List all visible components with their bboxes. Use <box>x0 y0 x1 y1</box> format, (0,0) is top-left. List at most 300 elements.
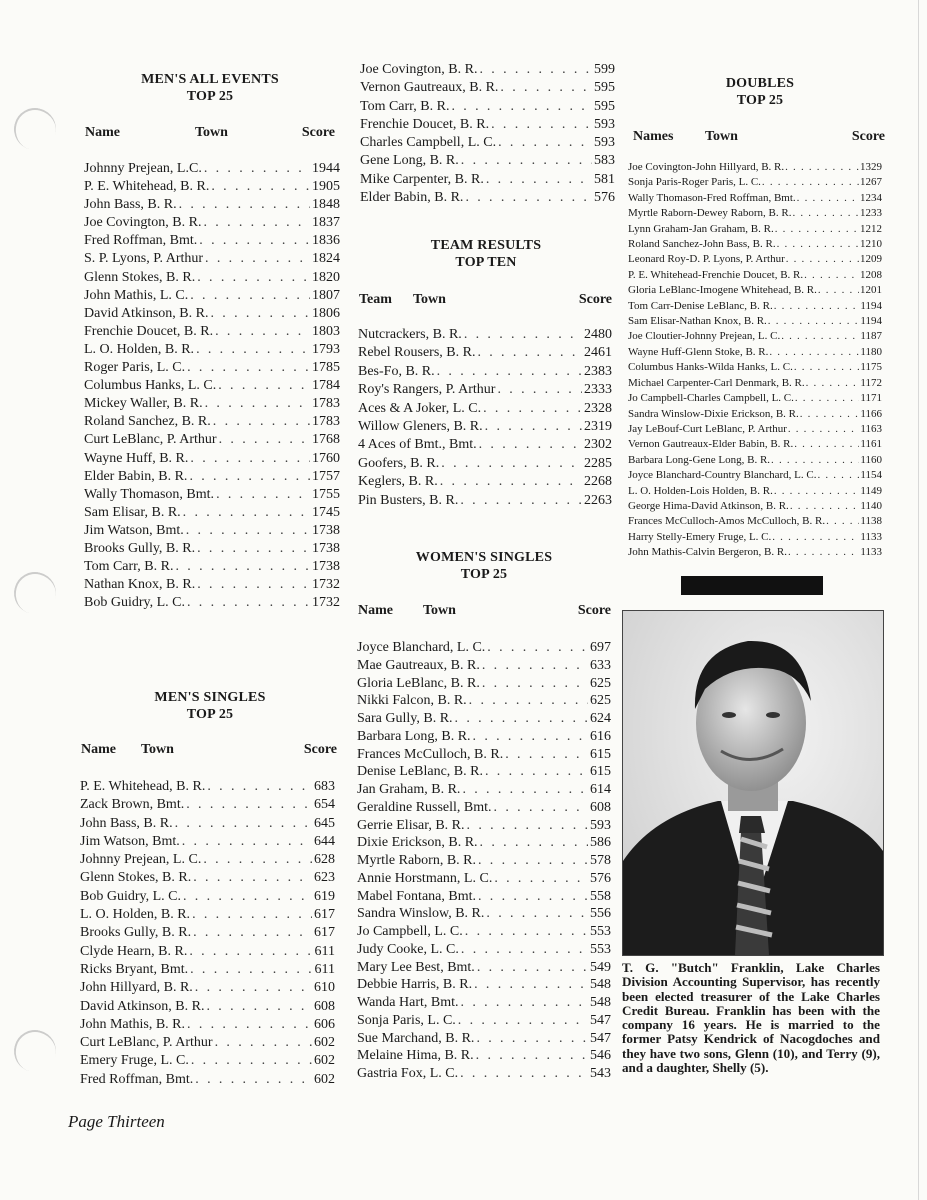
table-row <box>358 455 612 473</box>
leader-dots <box>175 558 310 576</box>
leader-dots <box>179 196 310 214</box>
leader-dots <box>203 214 310 232</box>
leader-dots <box>818 283 859 298</box>
entry-score: 1138 <box>860 515 882 528</box>
page-edge <box>918 0 919 1200</box>
entry-score: 1760 <box>312 450 340 466</box>
entry-score: 1732 <box>312 595 340 611</box>
entry-score: 1187 <box>860 330 882 343</box>
entry-name: Sam Elisar-Nathan Knox, B. R. <box>628 315 767 328</box>
table-row <box>80 998 335 1016</box>
leader-dots <box>219 431 310 449</box>
table-row <box>628 314 882 329</box>
table-row <box>84 468 340 486</box>
entry-score: 1806 <box>312 305 340 321</box>
photo-caption: T. G. "Butch" Franklin, Lake Charles Division Accounting Supervisor, has recently been elected treasurer of the Lake Charles Credit Bureau. Franklin has been with the company 16 years. He is married to the former Patsy Kendrick of Nacogdoches and they have two sons, Glenn (10), and Terry (9), and a daughter, Shelly (5). <box>622 960 880 1076</box>
leader-dots <box>497 381 582 399</box>
entry-score: 2263 <box>584 492 612 508</box>
leader-dots <box>505 746 588 764</box>
leader-dots <box>486 905 588 923</box>
entry-score: 654 <box>314 797 335 813</box>
entry-name: Gerrie Elisar, B. R. <box>357 817 465 833</box>
table-row <box>357 692 611 710</box>
entry-name: Frances McCulloch-Amos McCulloch, B. R. <box>628 515 826 528</box>
entry-name: Sam Elisar, B. R. <box>84 504 181 520</box>
leader-dots <box>189 943 312 961</box>
table-row <box>84 160 340 178</box>
entry-name: Elder Babin, B. R. <box>360 190 464 206</box>
leader-dots <box>215 323 310 341</box>
table-row <box>628 514 882 529</box>
entry-score: 624 <box>590 711 611 726</box>
leader-dots <box>476 1047 588 1065</box>
table-row <box>84 377 340 395</box>
entry-score: 553 <box>590 941 611 957</box>
entry-score: 1161 <box>860 438 882 451</box>
entry-score: 548 <box>590 977 611 993</box>
entry-name: Nutcrackers, B. R. <box>358 327 462 342</box>
leader-dots <box>437 363 582 381</box>
entry-score: 2268 <box>584 474 612 490</box>
leader-dots <box>786 252 859 267</box>
entry-score: 578 <box>590 853 611 868</box>
entry-score: 1783 <box>312 396 340 412</box>
table-row <box>357 852 611 870</box>
leader-dots <box>216 486 310 504</box>
leader-dots <box>804 268 859 283</box>
entry-score: 614 <box>590 782 611 797</box>
table-row <box>628 160 882 175</box>
entry-name: Sue Marchand, B. R. <box>357 1030 475 1046</box>
entry-name: Joyce Blanchard-Country Blanchard, L. C. <box>628 469 817 482</box>
entry-score: 645 <box>314 815 335 831</box>
leader-dots <box>462 781 588 799</box>
entry-name: Vernon Gautreaux, B. R. <box>360 80 499 96</box>
entry-name: Fred Roffman, Bmt. <box>84 233 198 249</box>
leader-dots <box>206 998 312 1016</box>
section-title: TEAM RESULTS <box>430 238 542 253</box>
womens-singles-list <box>357 639 611 1083</box>
entry-score: 1848 <box>312 197 340 213</box>
leader-dots <box>768 314 860 329</box>
entry-score: 543 <box>590 1066 611 1081</box>
entry-name: L. O. Holden, B. R. <box>84 341 195 357</box>
entry-score: 623 <box>314 870 335 886</box>
leader-dots <box>800 407 860 422</box>
entry-name: Wayne Huff, B. R. <box>84 450 189 466</box>
entry-score: 1944 <box>312 161 340 176</box>
leader-dots <box>491 116 592 134</box>
leader-dots <box>197 576 310 594</box>
entry-score: 1194 <box>860 315 882 328</box>
entry-score: 2461 <box>584 345 612 361</box>
entry-name: Wally Thomason-Fred Roffman, Bmt. <box>628 191 796 204</box>
leader-dots <box>190 450 310 468</box>
leader-dots <box>479 436 582 454</box>
entry-score: 595 <box>594 80 615 96</box>
leader-dots <box>210 305 310 323</box>
entry-name: Columbus Hanks-Wilda Hanks, L. C. <box>628 361 793 374</box>
entry-score: 1166 <box>860 407 882 420</box>
leader-dots <box>474 976 588 994</box>
table-row <box>80 924 335 942</box>
leader-dots <box>483 400 582 418</box>
entry-score: 593 <box>594 135 615 151</box>
entry-score: 593 <box>590 817 611 833</box>
table-row <box>357 1065 611 1083</box>
table-row <box>84 504 340 522</box>
entry-name: Joe Covington, B. R. <box>84 215 202 231</box>
table-row <box>357 710 611 728</box>
table-row <box>80 815 335 833</box>
table-row <box>80 888 335 906</box>
table-row <box>358 492 612 510</box>
womens-singles-heading <box>384 549 584 583</box>
table-row <box>628 484 882 499</box>
table-row <box>628 268 882 283</box>
entry-name: Wally Thomason, Bmt. <box>84 486 215 502</box>
leader-dots <box>797 191 859 206</box>
table-row <box>628 329 882 344</box>
leader-dots <box>482 657 588 675</box>
leader-dots <box>485 763 588 781</box>
binder-hole-bottom <box>9 1025 60 1076</box>
table-row <box>84 305 340 323</box>
table-row <box>628 283 882 298</box>
entry-name: Judy Cooke, L. C. <box>357 941 459 957</box>
column-town: Town <box>413 292 446 307</box>
entry-score: 602 <box>314 1071 335 1087</box>
column-score: Score <box>851 129 885 144</box>
entry-score: 583 <box>594 153 615 169</box>
column-name: Name <box>358 603 393 618</box>
entry-score: 1757 <box>312 468 340 484</box>
page-number: Page Thirteen <box>68 1112 165 1131</box>
table-row <box>80 1034 335 1052</box>
table-row <box>84 431 340 449</box>
table-row <box>80 851 335 869</box>
leader-dots <box>498 134 592 152</box>
entry-name: Tom Carr-Denise LeBlanc, B. R. <box>628 299 773 312</box>
table-row <box>357 994 611 1012</box>
doubles-list <box>628 160 882 561</box>
table-row <box>628 252 882 267</box>
table-row <box>628 391 882 406</box>
column-score: Score <box>301 125 335 140</box>
table-row <box>628 206 882 221</box>
entry-score: 1175 <box>860 361 882 374</box>
column-town: Town <box>141 742 174 757</box>
entry-name: Bob Guidry, L. C. <box>80 888 181 904</box>
leader-dots <box>817 468 859 483</box>
entry-score: 602 <box>314 1053 335 1069</box>
entry-score: 1133 <box>860 530 882 543</box>
entry-score: 2333 <box>584 382 612 398</box>
leader-dots <box>193 924 312 942</box>
entry-name: George Hima-David Atkinson, B. R. <box>628 499 789 512</box>
leader-dots <box>182 833 312 851</box>
entry-name: Joyce Blanchard, L. C. <box>357 640 486 655</box>
table-row <box>357 976 611 994</box>
table-row <box>358 418 612 436</box>
table-row <box>80 1016 335 1034</box>
entry-score: 556 <box>590 906 611 922</box>
entry-score: 615 <box>590 746 611 762</box>
entry-score: 625 <box>590 693 611 709</box>
leader-dots <box>461 994 588 1012</box>
leader-dots <box>458 1012 588 1030</box>
table-row <box>84 323 340 341</box>
leader-dots <box>788 422 860 437</box>
entry-score: 1180 <box>860 345 882 358</box>
entry-name: Myrtle Raborn, B. R. <box>357 853 476 868</box>
leader-dots <box>465 923 588 941</box>
table-row <box>628 530 882 545</box>
entry-name: Glenn Stokes, B. R. <box>80 870 192 886</box>
entry-name: Sonja Paris, L. C. <box>357 1012 456 1028</box>
mens-all-events-list <box>84 160 340 612</box>
entry-name: Sandra Winslow-Dixie Erickson, B. R. <box>628 407 799 420</box>
entry-score: 616 <box>590 728 611 744</box>
table-row <box>358 400 612 418</box>
table-row <box>357 1030 611 1048</box>
entry-score: 1785 <box>312 360 340 376</box>
leader-dots <box>192 906 312 924</box>
entry-name: Harry Stelly-Emery Fruge, L. C. <box>628 530 772 543</box>
entry-score: 1768 <box>312 432 340 448</box>
leader-dots <box>197 540 310 558</box>
entry-score: 1329 <box>860 161 882 173</box>
column-names: Names <box>633 129 674 144</box>
column-score: Score <box>577 603 611 618</box>
leader-dots <box>790 499 860 514</box>
entry-score: 547 <box>590 1012 611 1028</box>
leader-dots <box>477 959 588 977</box>
entry-score: 1208 <box>860 268 882 281</box>
portrait-photo <box>622 610 884 956</box>
entry-name: Johnny Prejean, L.C. <box>84 161 202 176</box>
entry-score: 619 <box>314 888 335 904</box>
entry-name: Sandra Winslow, B. R. <box>357 906 485 922</box>
table-row <box>84 450 340 468</box>
section-title: DOUBLES <box>725 76 795 91</box>
table-row <box>360 189 615 207</box>
mens-singles-heading <box>110 689 310 723</box>
leader-dots <box>464 326 582 344</box>
table-row <box>628 499 882 514</box>
entry-name: Tom Carr, B. R. <box>360 98 450 114</box>
entry-name: David Atkinson, B. R. <box>84 305 209 321</box>
leader-dots <box>189 468 310 486</box>
entry-name: Myrtle Raborn-Dewey Raborn, B. R. <box>628 207 792 220</box>
entry-score: 1803 <box>312 323 340 339</box>
column-name: Name <box>81 742 116 757</box>
leader-dots <box>205 250 310 268</box>
entry-name: John Bass, B. R. <box>80 815 173 831</box>
table-row <box>628 376 882 391</box>
doubles-heading <box>660 75 860 109</box>
leader-dots <box>775 222 859 237</box>
entry-name: Gloria LeBlanc-Imogene Whitehead, B. R. <box>628 284 817 297</box>
entry-score: 1820 <box>312 269 340 285</box>
entry-score: 1149 <box>860 484 882 497</box>
table-row <box>84 594 340 612</box>
table-row <box>628 407 882 422</box>
leader-dots <box>460 1065 588 1083</box>
leader-dots <box>806 376 860 391</box>
entry-score: 2319 <box>584 419 612 435</box>
entry-score: 617 <box>314 907 335 923</box>
table-row <box>628 299 882 314</box>
leader-dots <box>190 287 310 305</box>
leader-dots <box>187 594 310 612</box>
entry-score: 1836 <box>312 233 340 249</box>
entry-name: Joe Covington, B. R. <box>360 62 478 77</box>
entry-score: 595 <box>594 98 615 114</box>
entry-name: Pin Busters, B. R. <box>358 492 459 508</box>
section-title: MEN'S ALL EVENTS <box>141 72 279 87</box>
entry-name: Goofers, B. R. <box>358 455 440 471</box>
entry-name: Leonard Roy-D. P. Lyons, P. Arthur <box>628 253 785 266</box>
table-row <box>628 453 882 468</box>
entry-score: 1824 <box>312 251 340 267</box>
table-row <box>357 817 611 835</box>
leader-dots <box>478 888 588 906</box>
table-row <box>628 422 882 437</box>
entry-name: Frenchie Doucet, B. R. <box>84 323 214 339</box>
leader-dots <box>467 817 588 835</box>
leader-dots <box>211 178 310 196</box>
entry-score: 615 <box>590 764 611 780</box>
leader-dots <box>205 395 310 413</box>
leader-dots <box>774 484 860 499</box>
table-row <box>357 923 611 941</box>
entry-score: 1140 <box>860 499 882 512</box>
team-results-heading <box>386 237 586 271</box>
table-row <box>357 657 611 675</box>
binder-hole-middle <box>9 567 60 618</box>
entry-score: 1732 <box>312 577 340 593</box>
leader-dots <box>473 728 588 746</box>
entry-name: Roland Sanchez, B. R. <box>84 414 211 430</box>
table-row <box>360 171 615 189</box>
entry-score: 1783 <box>312 414 340 430</box>
leader-dots <box>826 514 859 529</box>
leader-dots <box>213 413 310 431</box>
entry-name: Fred Roffman, Bmt. <box>80 1071 194 1087</box>
column-score: Score <box>303 742 337 757</box>
section-subtitle: TOP 25 <box>460 567 508 582</box>
table-row <box>628 437 882 452</box>
leader-dots <box>486 171 592 189</box>
entry-name: Curt LeBlanc, P. Arthur <box>80 1035 213 1051</box>
table-row <box>80 961 335 979</box>
entry-name: Jo Campbell, L. C. <box>357 924 463 939</box>
leader-dots <box>193 869 312 887</box>
entry-name: P. E. Whitehead, B. R. <box>84 179 210 195</box>
entry-name: John Mathis, B. R. <box>80 1016 186 1032</box>
table-row <box>357 959 611 977</box>
entry-name: Michael Carpenter-Carl Denmark, B. R. <box>628 376 805 389</box>
entry-score: 1745 <box>312 504 340 520</box>
entry-name: Clyde Hearn, B. R. <box>80 943 188 959</box>
leader-dots <box>195 979 312 997</box>
table-row <box>357 905 611 923</box>
entry-score: 1234 <box>860 191 882 204</box>
entry-name: Mae Gautreaux, B. R. <box>357 657 480 673</box>
column-name: Name <box>85 125 120 140</box>
entry-name: Debbie Harris, B. R. <box>357 977 473 993</box>
table-row <box>628 345 882 360</box>
entry-name: Elder Babin, B. R. <box>84 468 188 484</box>
entry-score: 1212 <box>860 222 882 235</box>
leader-dots <box>762 175 859 190</box>
table-row <box>358 436 612 454</box>
leader-dots <box>461 941 588 959</box>
table-row <box>80 1052 335 1070</box>
entry-score: 1755 <box>312 486 340 502</box>
table-row <box>357 763 611 781</box>
column-town: Town <box>423 603 456 618</box>
entry-name: Zack Brown, Bmt. <box>80 797 185 813</box>
table-row <box>357 728 611 746</box>
table-row <box>84 196 340 214</box>
table-row <box>80 979 335 997</box>
leader-dots <box>187 359 310 377</box>
column-town: Town <box>195 125 228 140</box>
leader-dots <box>186 796 312 814</box>
entry-name: Gloria LeBlanc, B. R. <box>357 675 480 691</box>
entry-score: 1738 <box>312 540 340 556</box>
leader-dots <box>788 545 859 560</box>
entry-score: 586 <box>590 835 611 851</box>
mens-singles-continued-list <box>360 61 615 207</box>
column-town: Town <box>705 129 738 144</box>
entry-name: Rebel Rousers, B. R. <box>358 345 476 361</box>
entry-name: Jim Watson, Bmt. <box>84 522 184 538</box>
entry-name: Curt LeBlanc, P. Arthur <box>84 432 217 448</box>
table-row <box>357 746 611 764</box>
entry-score: 1133 <box>860 546 882 559</box>
section-subtitle: TOP 25 <box>186 89 234 104</box>
entry-score: 611 <box>314 961 335 977</box>
entry-name: John Hillyard, B. R. <box>80 980 193 996</box>
entry-score: 1172 <box>860 376 882 389</box>
entry-name: Melaine Hima, B. R. <box>357 1048 474 1064</box>
table-row <box>80 1071 335 1089</box>
entry-score: 1160 <box>860 453 882 466</box>
entry-name: Wanda Hart, Bmt. <box>357 995 459 1010</box>
entry-name: Joe Covington-John Hillyard, B. R. <box>628 161 785 173</box>
entry-score: 2328 <box>584 400 612 416</box>
entry-score: 610 <box>314 980 335 996</box>
leader-dots <box>476 1030 588 1048</box>
leader-dots <box>215 1034 312 1052</box>
entry-name: Vernon Gautreaux-Elder Babin, B. R. <box>628 438 794 451</box>
entry-score: 2285 <box>584 455 612 471</box>
table-row <box>360 152 615 170</box>
entry-name: L. O. Holden-Lois Holden, B. R. <box>628 484 773 497</box>
entry-name: Denise LeBlanc, B. R. <box>357 764 483 780</box>
leader-dots <box>183 504 310 522</box>
leader-dots <box>500 79 592 97</box>
entry-score: 558 <box>590 888 611 904</box>
entry-name: Mike Carpenter, B. R. <box>360 171 484 187</box>
leader-dots <box>771 453 859 468</box>
table-row <box>84 486 340 504</box>
table-row <box>84 232 340 250</box>
entry-score: 1209 <box>860 253 882 266</box>
